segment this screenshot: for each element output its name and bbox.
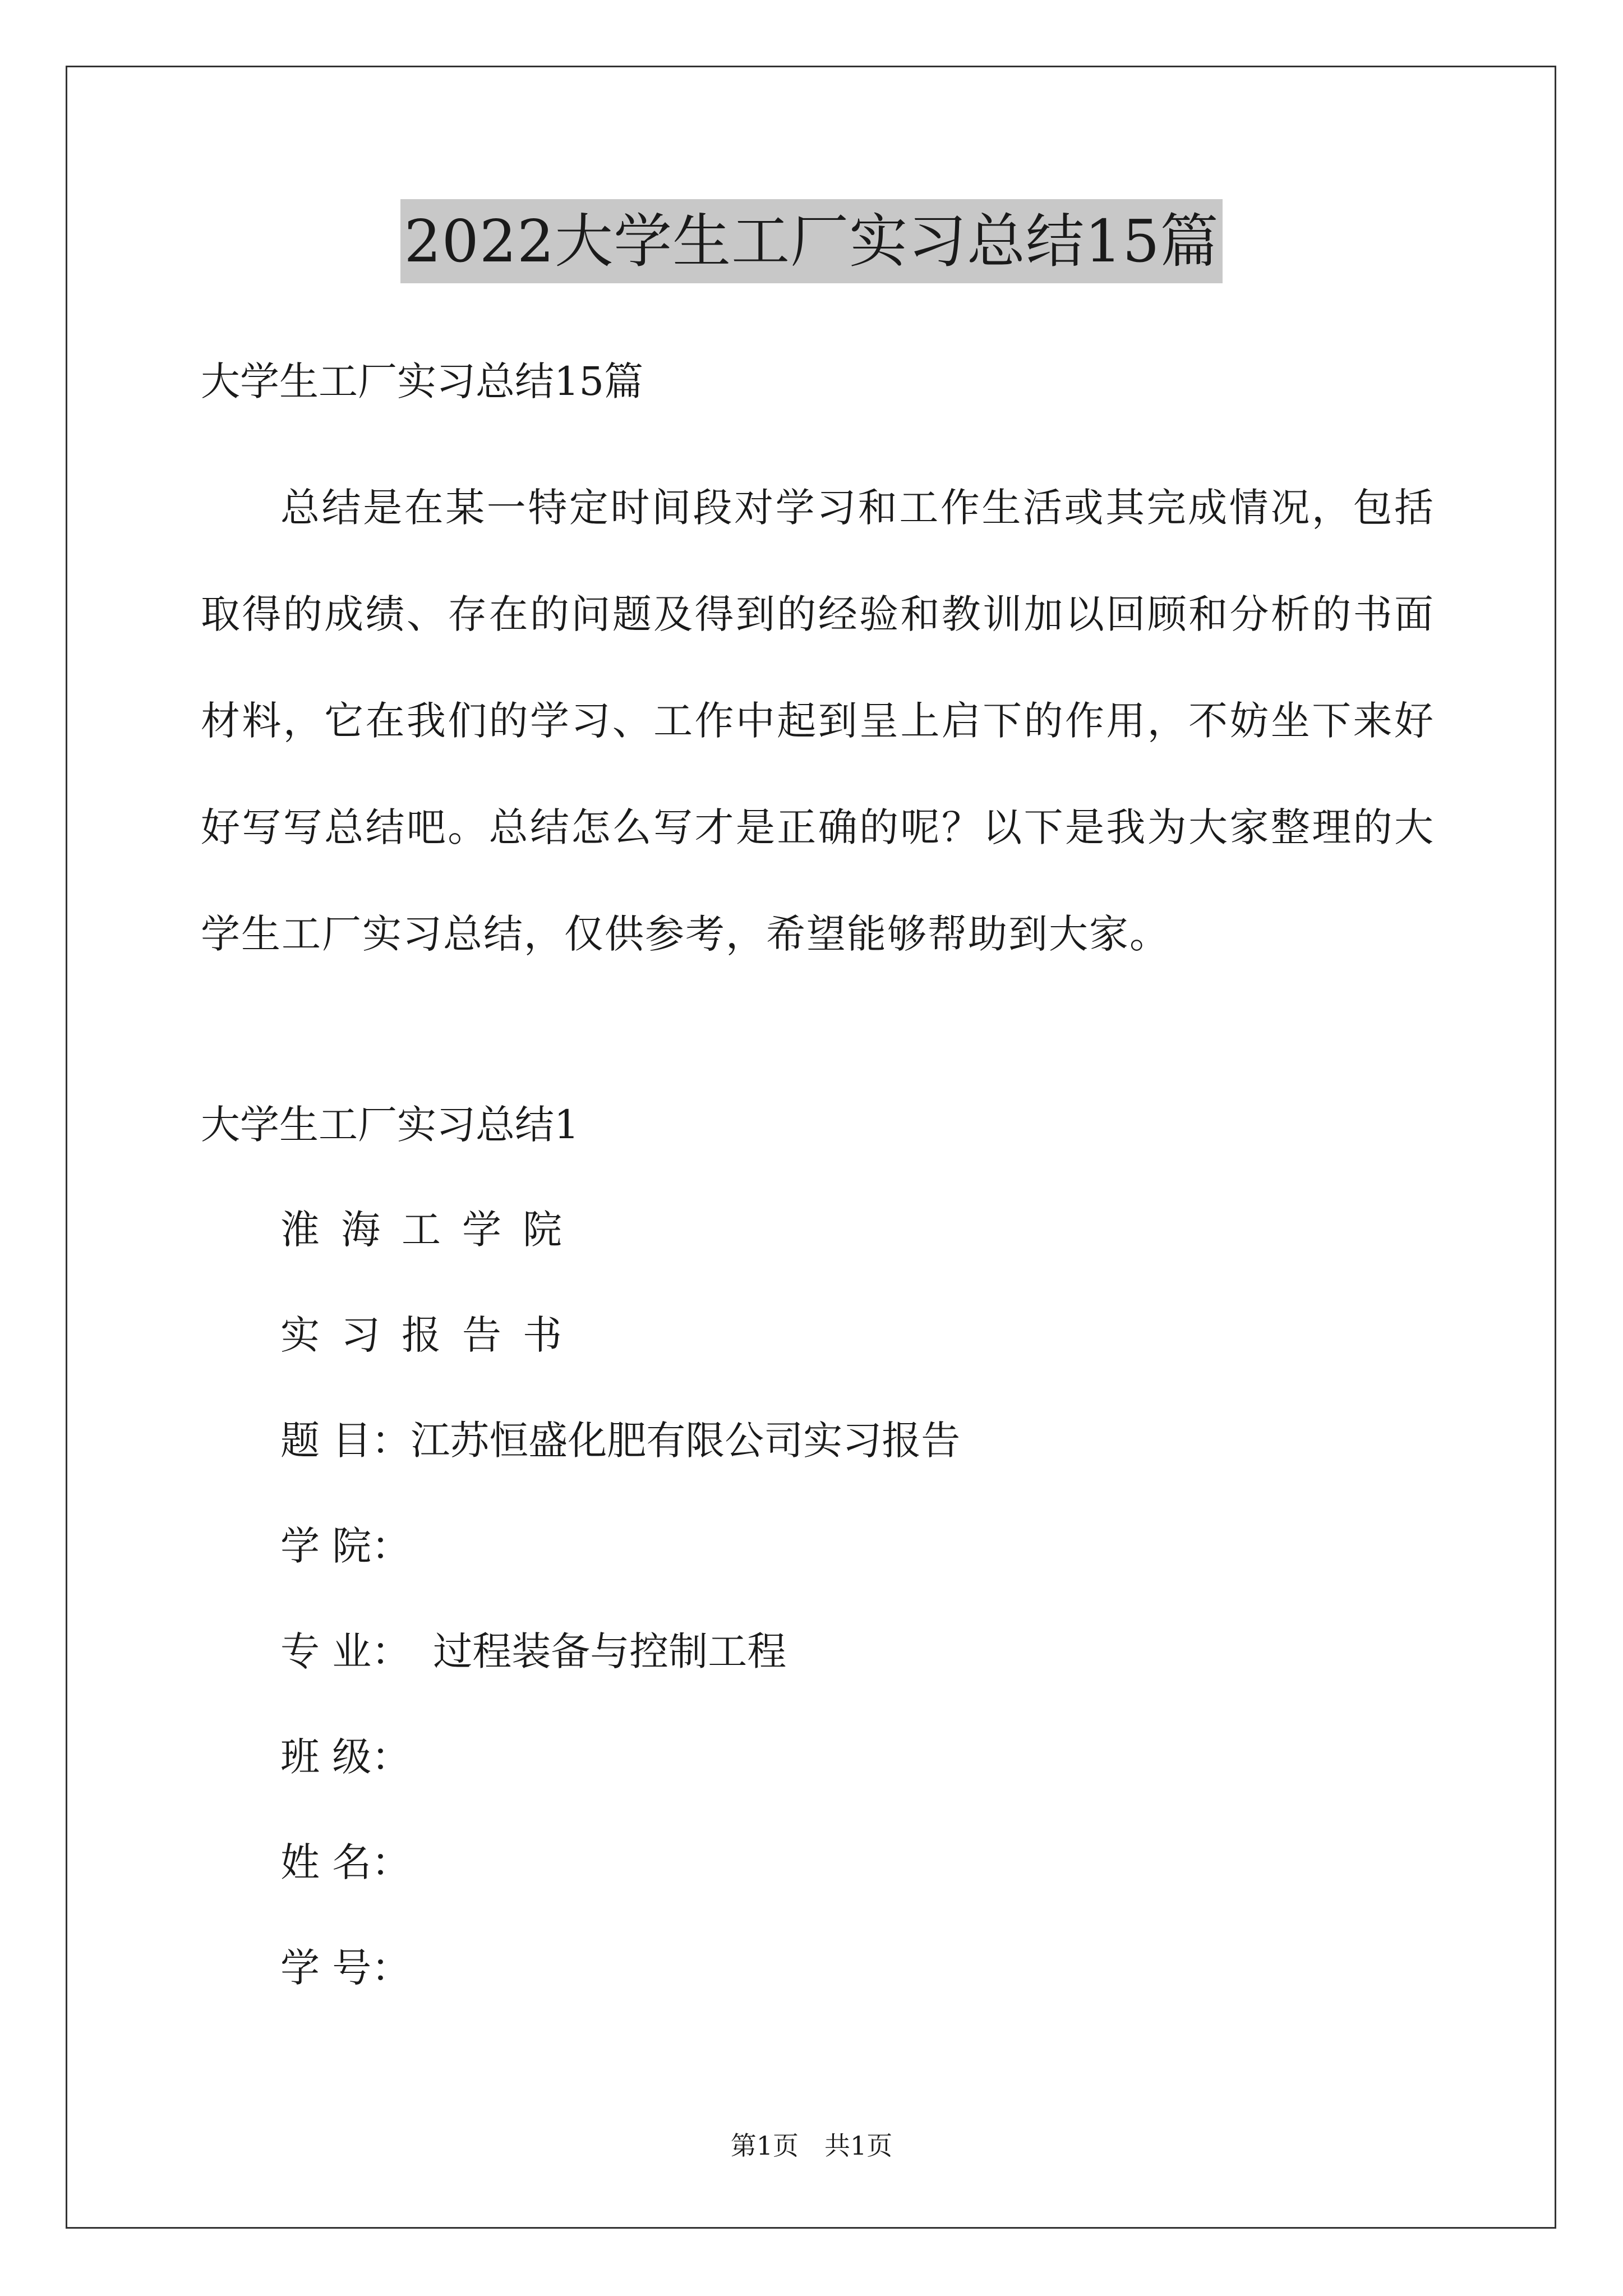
field-label: 学 号： [280,1945,411,1991]
field-label: 专 业： [280,1628,411,1674]
field-value: 江苏恒盛化肥有限公司实习报告 [411,1418,961,1464]
intro-paragraph: 总结是在某一特定时间段对学习和工作生活或其完成情况，包括取得的成绩、存在的问题及得到的经验和教训加以回顾和分析的书面材料，它在我们的学习、工作中起到呈上启下的作用，不妨坐下来好好写写总结吧。总结怎么写才是正确的呢？以下是我为大家整理的大学生工厂实习总结，仅供参考，希望能够帮助到大家。 [201,485,1435,957]
field-label: 班 级： [280,1734,411,1780]
field-topic [280,1412,960,1469]
field-label: 姓 名： [280,1839,411,1885]
section-heading: 大学生工厂实习总结1 [201,1102,579,1148]
document-subtitle: 大学生工厂实习总结15篇 [201,358,644,404]
field-name [280,1834,411,1890]
field-class [280,1729,411,1785]
title-container [0,199,1623,283]
report-type: 实习报告书 [280,1312,583,1358]
school-name: 淮海工学院 [280,1207,583,1253]
field-college [280,1518,411,1574]
page-footer: 第1页 共1页 [730,2131,893,2161]
field-major [280,1623,786,1680]
field-label: 题 目： [280,1418,411,1464]
field-label: 学 院： [280,1523,411,1569]
document-title: 2022大学生工厂实习总结15篇 [400,199,1222,283]
field-student-id [280,1940,411,1996]
field-value: 过程装备与控制工程 [433,1628,787,1674]
